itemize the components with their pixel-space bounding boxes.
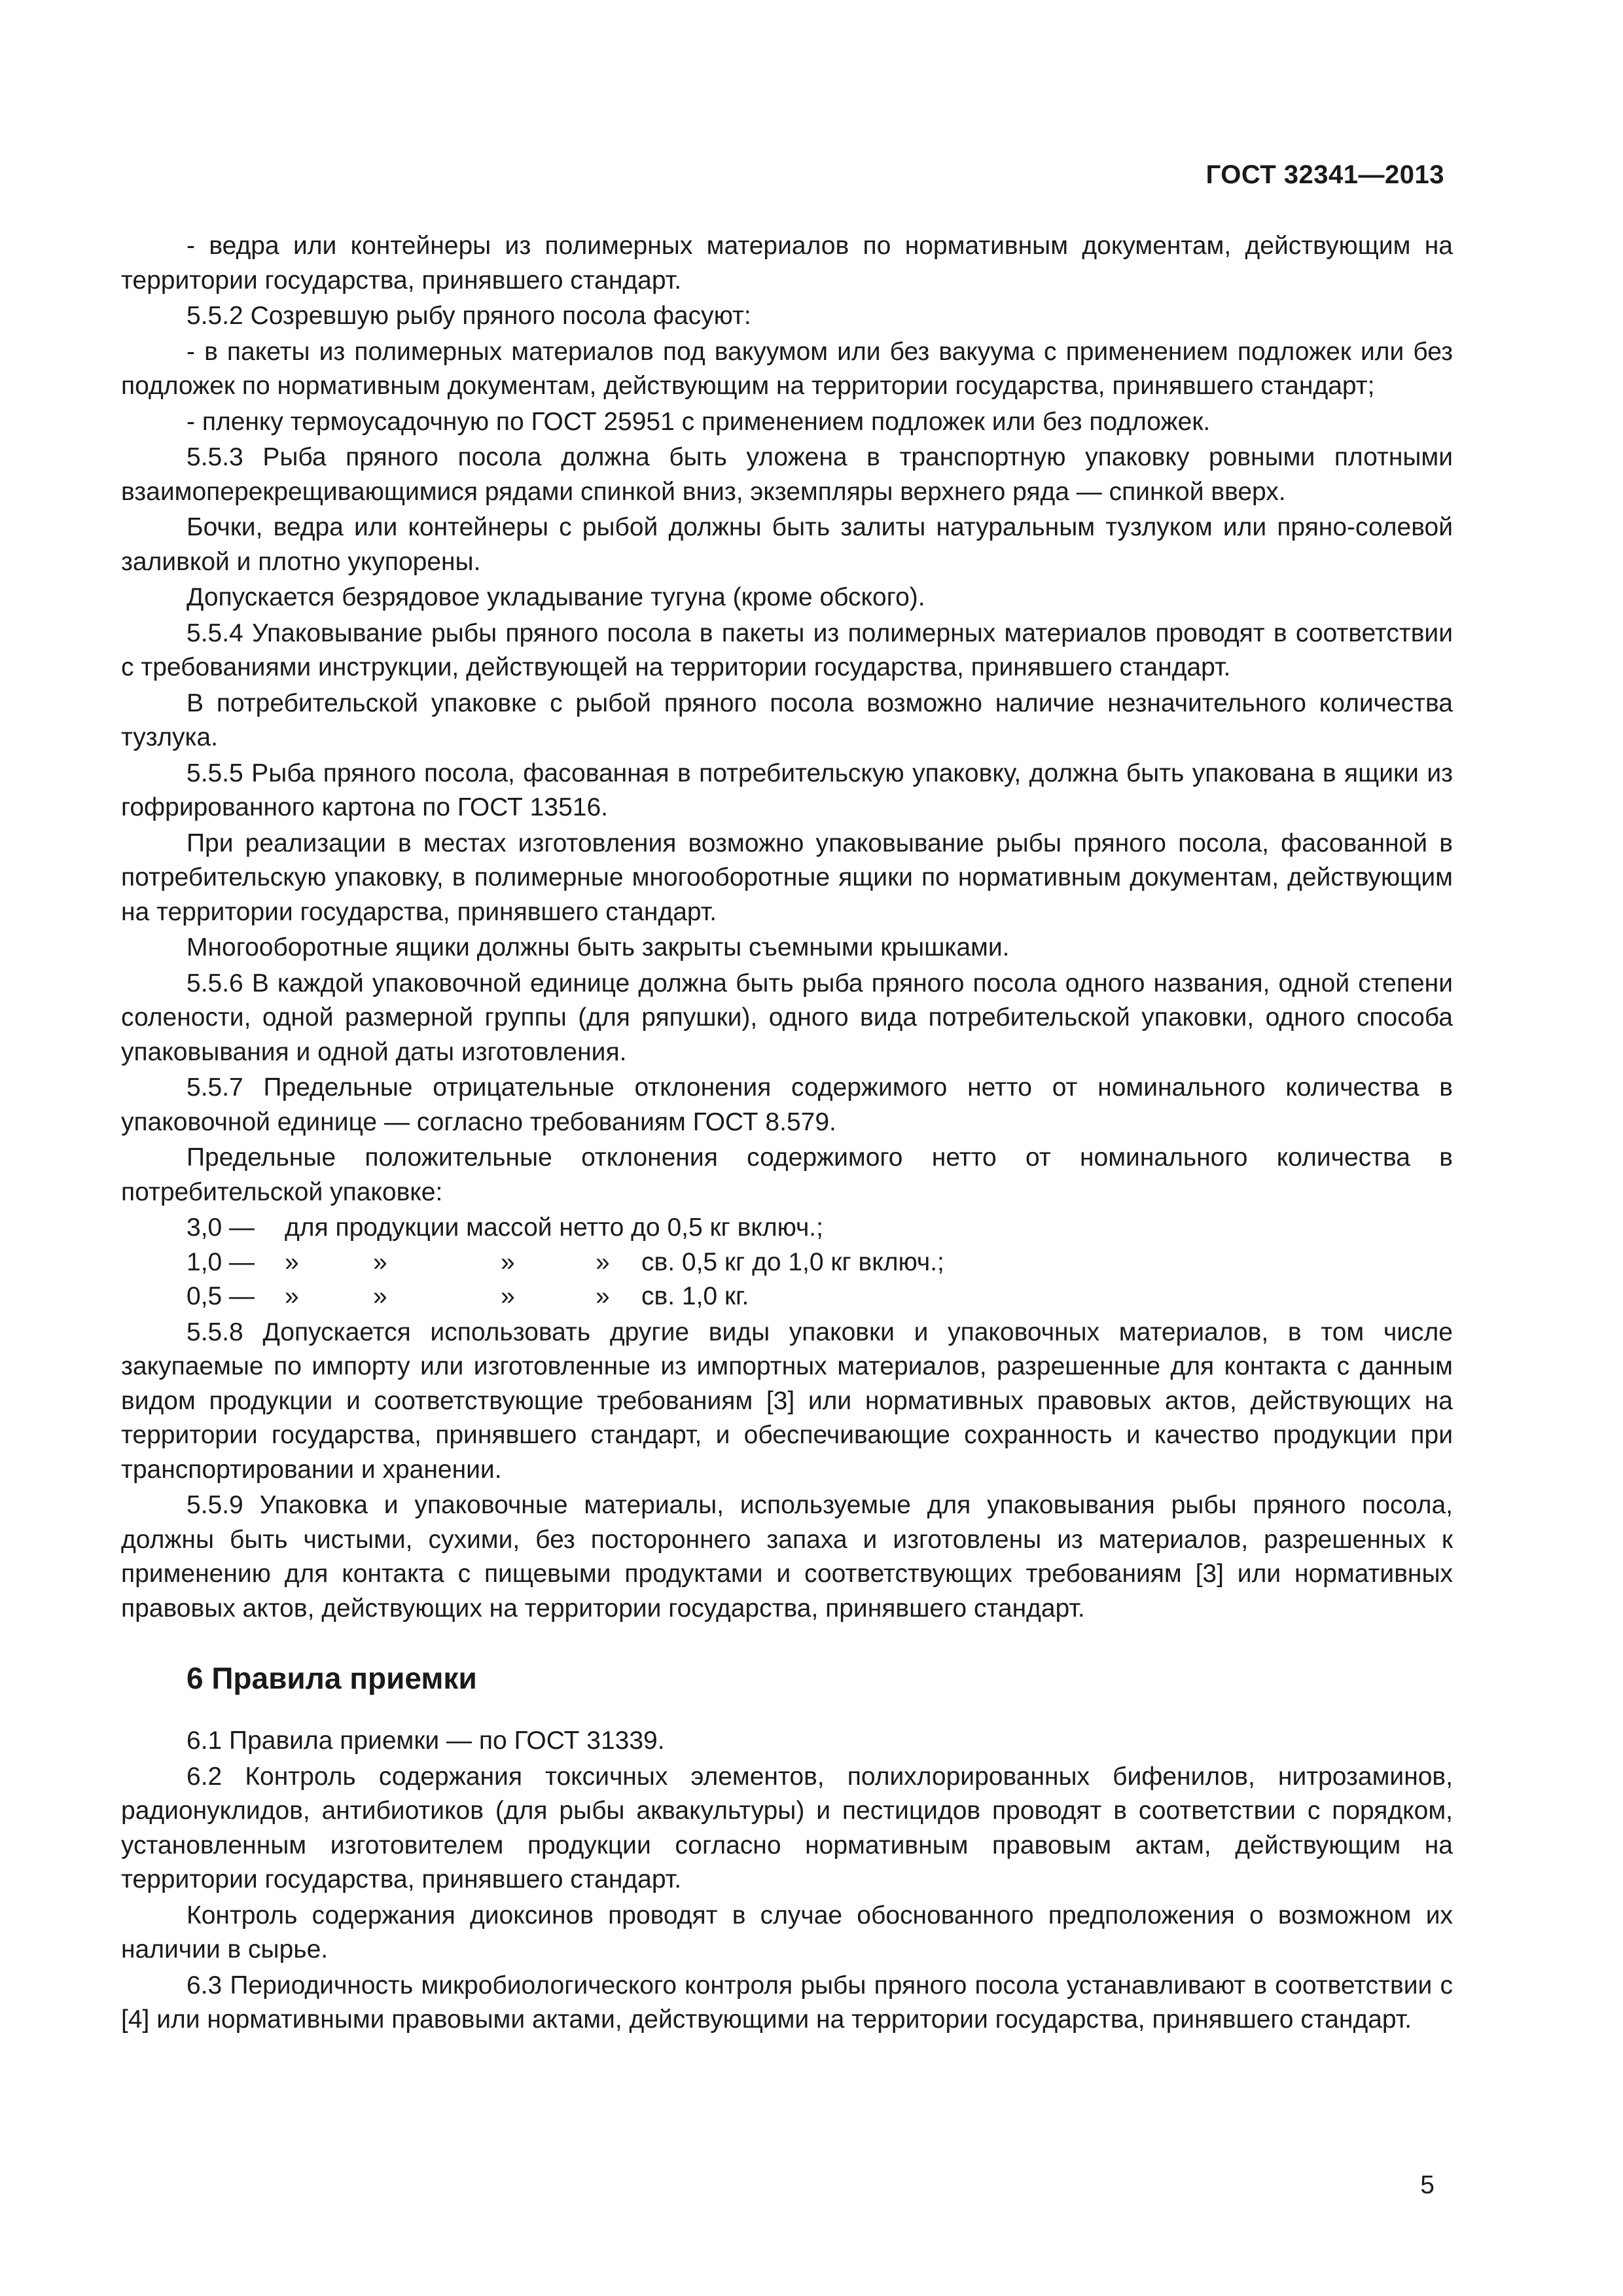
ditto-mark: »	[373, 1247, 387, 1276]
deviation-text: для продукции массой нетто до 0,5 кг включ.;	[285, 1213, 823, 1242]
deviation-value: 0,5 —	[187, 1282, 255, 1310]
paragraph: 5.5.2 Созревшую рыбу пряного посола фасуют:	[187, 302, 751, 330]
deviation-row	[121, 1280, 944, 1314]
ditto-mark: »	[285, 1247, 299, 1276]
deviation-row	[121, 1211, 944, 1246]
ditto-mark: »	[501, 1282, 515, 1310]
ditto-mark: »	[373, 1282, 387, 1310]
ditto-mark: »	[596, 1247, 610, 1276]
paragraph: Многооборотные ящики должны быть закрыты съемными крышками.	[187, 933, 1010, 961]
paragraph: - пленку термоусадочную по ГОСТ 25951 с применением подложек или без подложек.	[187, 407, 1211, 436]
deviation-value: 3,0 —	[187, 1213, 255, 1242]
paragraph: 6.3 Периодичность микробиологического контроля рыбы пряного посола устанавливают в соответствии с [4] или нормативными правовыми актами, действующими на территории государства, принявшего стандарт.	[121, 1971, 1453, 2034]
paragraph: Бочки, ведра или контейнеры с рыбой должны быть залиты натуральным тузлуком или пряно-солевой заливкой и плотно укупорены.	[121, 513, 1453, 576]
paragraph: 5.5.6 В каждой упаковочной единице должна быть рыба пряного посола одного названия, одной степени солености, одной размерной группы (для ряпушки), одного вида потребительской упаковки, одного способа упаковывания и одной даты изготовления.	[121, 969, 1453, 1066]
deviation-text: св. 0,5 кг до 1,0 кг включ.;	[641, 1247, 944, 1276]
paragraph: Контроль содержания диоксинов проводят в случае обоснованного предположения о возможном их наличии в сырье.	[121, 1901, 1453, 1964]
paragraph: Предельные положительные отклонения содержимого нетто от номинального количества в потребительской упаковке:	[121, 1143, 1453, 1206]
ditto-mark: »	[285, 1282, 299, 1310]
ditto-mark: »	[501, 1247, 515, 1276]
paragraph: При реализации в местах изготовления возможно упаковывание рыбы пряного посола, фасованной в потребительскую упаковку, в полимерные многооборотные ящики по нормативным документам, действующим на территории государства, принявшего стандарт.	[121, 829, 1453, 926]
deviation-table	[121, 1211, 944, 1314]
paragraph: - ведра или контейнеры из полимерных материалов по нормативным документам, действующим на территории государства, принявшего стандарт.	[121, 232, 1453, 295]
paragraph: В потребительской упаковке с рыбой пряного посола возможно наличие незначительного количества тузлука.	[121, 689, 1453, 751]
ditto-mark: »	[596, 1282, 610, 1310]
paragraph: 5.5.9 Упаковка и упаковочные материалы, используемые для упаковывания рыбы пряного посола, должны быть чистыми, сухими, без постороннего запаха и изготовлены из материалов, разрешенных к применению для контакта с пищевыми продуктами и соответствующих требованиям [3] или нормативных правовых актов, действующих на территории государства, принявшего стандарт.	[121, 1491, 1453, 1623]
paragraph: Допускается безрядовое укладывание тугуна (кроме обского).	[187, 583, 925, 611]
deviation-value: 1,0 —	[187, 1247, 255, 1276]
paragraph: 5.5.8 Допускается использовать другие виды упаковки и упаковочных материалов, в том числе закупаемые по импорту или изготовленные из импортных материалов, разрешенные для контакта с данным видом продукции и соответствующие требованиям [3] или нормативных правовых актов, действующих на территории государства, принявшего стандарт, и обеспечивающие сохранность и качество продукции при транспортировании и хранении.	[121, 1318, 1453, 1484]
section-heading: 6 Правила приемки	[187, 1661, 477, 1695]
paragraph: - в пакеты из полимерных материалов под вакуумом или без вакуума с применением подложек или без подложек по нормативным документам, действующим на территории государства, принявшего стандарт;	[121, 337, 1453, 400]
paragraph: 5.5.7 Предельные отрицательные отклонения содержимого нетто от номинального количества в упаковочной единице — согласно требованиям ГОСТ 8.579.	[121, 1073, 1453, 1136]
paragraph: 6.2 Контроль содержания токсичных элементов, полихлорированных бифенилов, нитрозаминов, радионуклидов, антибиотиков (для рыбы аквакультуры) и пестицидов проводят в соответствии с порядком, установленным изготовителем продукции согласно нормативным правовым актам, действующим на территории государства, принявшего стандарт.	[121, 1762, 1453, 1893]
deviation-text: св. 1,0 кг.	[641, 1282, 749, 1310]
document-body	[121, 229, 1453, 2037]
paragraph: 5.5.4 Упаковывание рыбы пряного посола в пакеты из полимерных материалов проводят в соответствии с требованиями инструкции, действующей на территории государства, принявшего стандарт.	[121, 619, 1453, 681]
paragraph: 6.1 Правила приемки — по ГОСТ 31339.	[187, 1727, 665, 1755]
paragraph: 5.5.3 Рыба пряного посола должна быть уложена в транспортную упаковку ровными плотными взаимоперекрещивающимися рядами спинкой вниз, экземпляры верхнего ряда — спинкой вверх.	[121, 443, 1453, 506]
deviation-row	[121, 1246, 944, 1280]
document-header: ГОСТ 32341—2013	[1205, 160, 1444, 189]
paragraph: 5.5.5 Рыба пряного посола, фасованная в потребительскую упаковку, должна быть упакована в ящики из гофрированного картона по ГОСТ 13516.	[121, 759, 1453, 821]
page-number: 5	[1420, 2171, 1435, 2199]
